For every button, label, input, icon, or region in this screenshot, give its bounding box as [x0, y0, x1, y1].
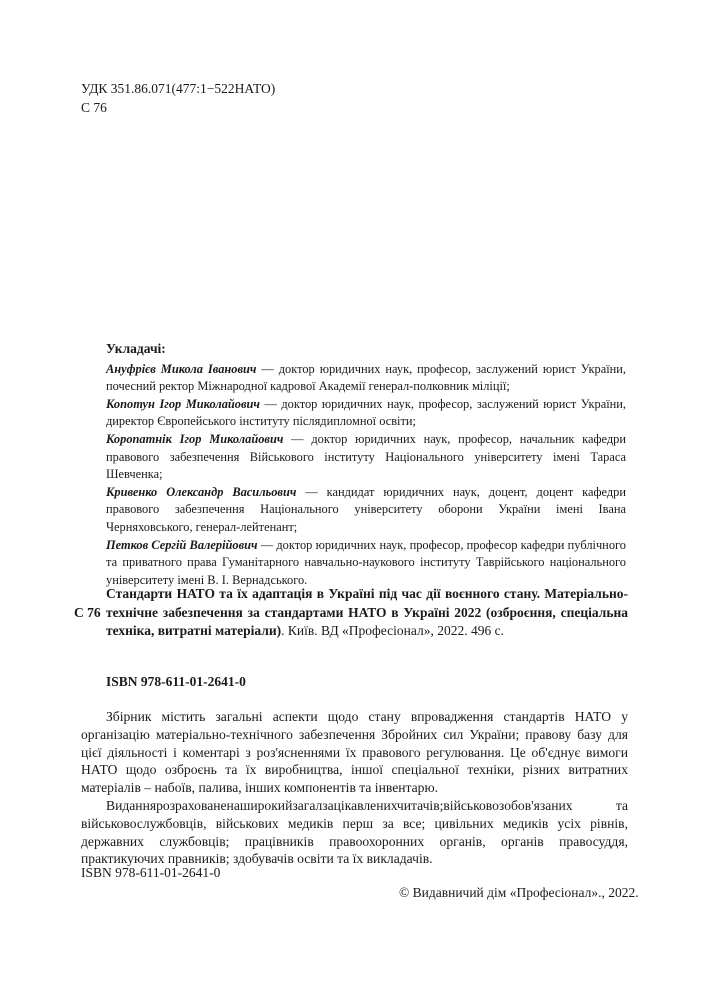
isbn-footer: ISBN 978-611-01-2641-0: [81, 865, 221, 880]
compiler-entry: [106, 396, 626, 431]
catalog-imprint: . Київ. ВД «Професіонал», 2022. 496 с.: [281, 623, 504, 638]
catalog-entry: [106, 585, 628, 641]
compiler-description: — доктор юридичних наук, професор, начальник кафедри правового забезпечення Військового інституту Національного університету імені Тараса Шевченка;: [106, 431, 627, 482]
catalog-code: С 76: [74, 605, 101, 620]
catalog-title: Стандарти НАТО та їх адаптація в Україні під час дії воєнного стану. Матеріально-технічне забезпечення за стандартами НАТО в Україні 2022 (озброєння, спеціальна техніка, витратні матеріали): [106, 586, 628, 638]
compiler-name: Ануфрієв Микола Іванович: [106, 361, 257, 376]
compiler-name: Петков Сергій Валерійович: [106, 537, 258, 552]
compilers-section: [106, 340, 626, 589]
compiler-description: — кандидат юридичних наук, доцент, доцент кафедри правового забезпечення Національного університету оборони України імені Івана Черняховського, генерал-лейтенант;: [106, 484, 626, 534]
compiler-description: — доктор юридичних наук, професор, заслужений юрист України, почесний ректор Міжнародної кадрової Академії генерал-полковник міліції;: [106, 361, 627, 394]
author-mark: С 76: [81, 100, 107, 115]
compiler-entry: [106, 431, 626, 484]
compiler-entry: [106, 361, 626, 396]
udk-block: [81, 79, 275, 117]
compiler-name: Копотун Ігор Миколайович: [106, 396, 260, 411]
udk-code: УДК 351.86.071(477:1−522НАТО): [81, 81, 276, 96]
compiler-entry: [106, 537, 626, 590]
abstract: [81, 708, 628, 868]
compilers-heading: Укладачі:: [106, 341, 166, 356]
copyright: © Видавничий дім «Професіонал»., 2022.: [399, 885, 639, 900]
compiler-description: — доктор юридичних наук, професор, професор кафедри публічного та приватного права Гуманітарного навчально-наукового інституту Таврійського національного університету імені В. І. Вернадського.: [106, 537, 626, 587]
compiler-name: Кривенко Олександр Васильович: [106, 484, 297, 499]
abstract-paragraph: Збірник містить загальні аспекти щодо стану впровадження стандартів НАТО у організацію матеріально-технічного забезпечення Збройних сил України; правову базу для цієї діяльності і коментарі з роз'ясненнями їх правового регулювання. Це об'єднує вимоги НАТО щодо озброєнь та їх виробництва, іншої спеціальної техніки, різних витратних матеріалів – набоїв, палива, інших компонентів та інвентарю.: [81, 709, 628, 796]
compiler-description: — доктор юридичних наук, професор, заслужений юрист України, директор Європейського інституту післядипломної освіти;: [106, 396, 626, 429]
compiler-entry: [106, 484, 626, 537]
abstract-paragraph: Виданнярозрахованенаширокийзагалзацікавленихчитачів;військовозобов'язаних та військовослужбовців, військових медиків перш за все; цивільних медиків усіх рівнів, державних службовців; працівників правоохоронних органів, органів правосуддя, практикуючих правників; здобувачів освіти та їх викладачів.: [81, 797, 628, 867]
isbn-bold: ISBN 978-611-01-2641-0: [106, 674, 246, 689]
compiler-name: Коропатнік Ігор Миколайович: [106, 431, 284, 446]
